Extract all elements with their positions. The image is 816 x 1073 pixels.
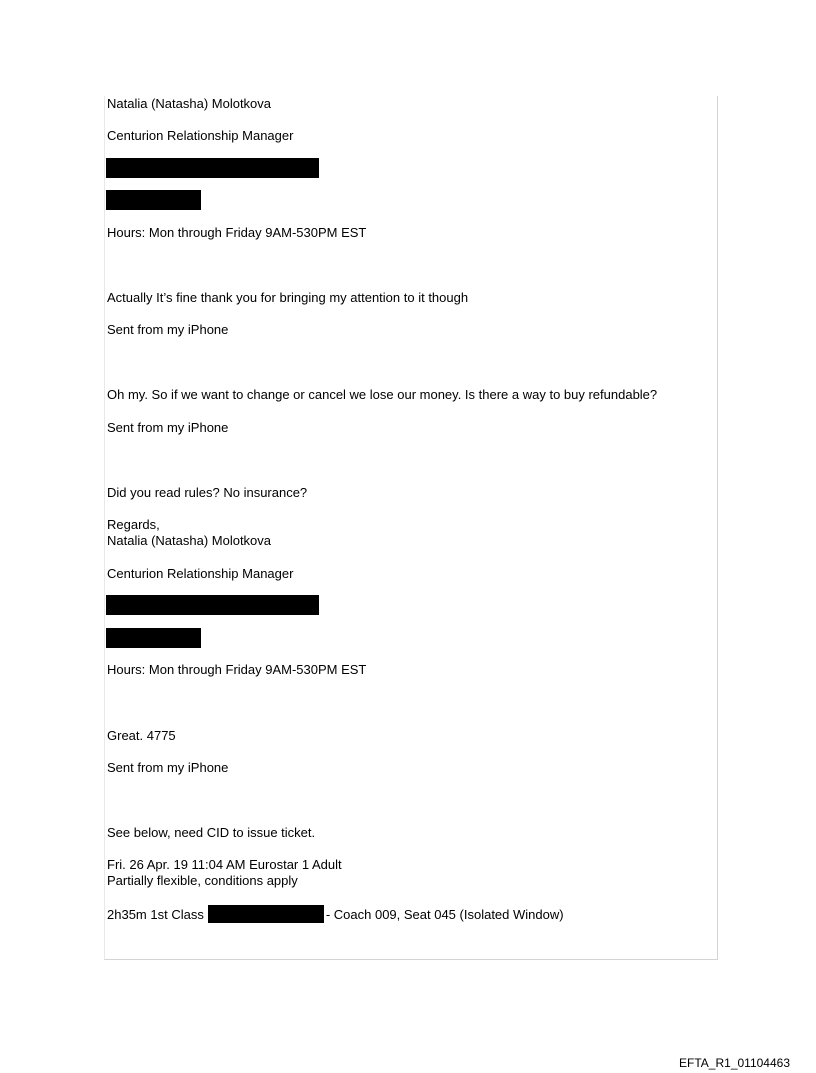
sender-name: Natalia (Natasha) Molotkova	[107, 533, 272, 548]
sender-hours: Hours: Mon through Friday 9AM-530PM EST	[107, 225, 367, 240]
sender-title: Centurion Relationship Manager	[107, 566, 294, 581]
message-refundable: Oh my. So if we want to change or cancel we lose our money. Is there a way to buy refundable?	[107, 387, 658, 402]
message-cid: See below, need CID to issue ticket.	[107, 825, 316, 840]
redacted-extension	[106, 190, 201, 210]
ticket-class: 2h35m 1st Class	[107, 907, 204, 922]
redacted-phone	[106, 158, 319, 178]
sent-from-iphone: Sent from my iPhone	[107, 760, 229, 775]
ticket-seat-line	[107, 905, 564, 923]
ticket-conditions: Partially flexible, conditions apply	[107, 873, 298, 888]
redacted-phone	[106, 595, 319, 615]
sent-from-iphone: Sent from my iPhone	[107, 322, 229, 337]
sender-hours: Hours: Mon through Friday 9AM-530PM EST	[107, 662, 367, 677]
redacted-extension	[106, 628, 201, 648]
sent-from-iphone: Sent from my iPhone	[107, 420, 229, 435]
sender-name: Natalia (Natasha) Molotkova	[107, 96, 272, 111]
ticket-seat: - Coach 009, Seat 045 (Isolated Window)	[325, 907, 564, 922]
message-rules: Did you read rules? No insurance?	[107, 485, 308, 500]
sender-title: Centurion Relationship Manager	[107, 128, 294, 143]
message-fine: Actually It’s fine thank you for bringing my attention to it though	[107, 290, 469, 305]
document-id: EFTA_R1_01104463	[679, 1056, 790, 1070]
redacted-route	[208, 905, 324, 923]
ticket-departure: Fri. 26 Apr. 19 11:04 AM Eurostar 1 Adult	[107, 857, 342, 872]
message-great: Great. 4775	[107, 728, 176, 743]
regards: Regards,	[107, 517, 160, 532]
